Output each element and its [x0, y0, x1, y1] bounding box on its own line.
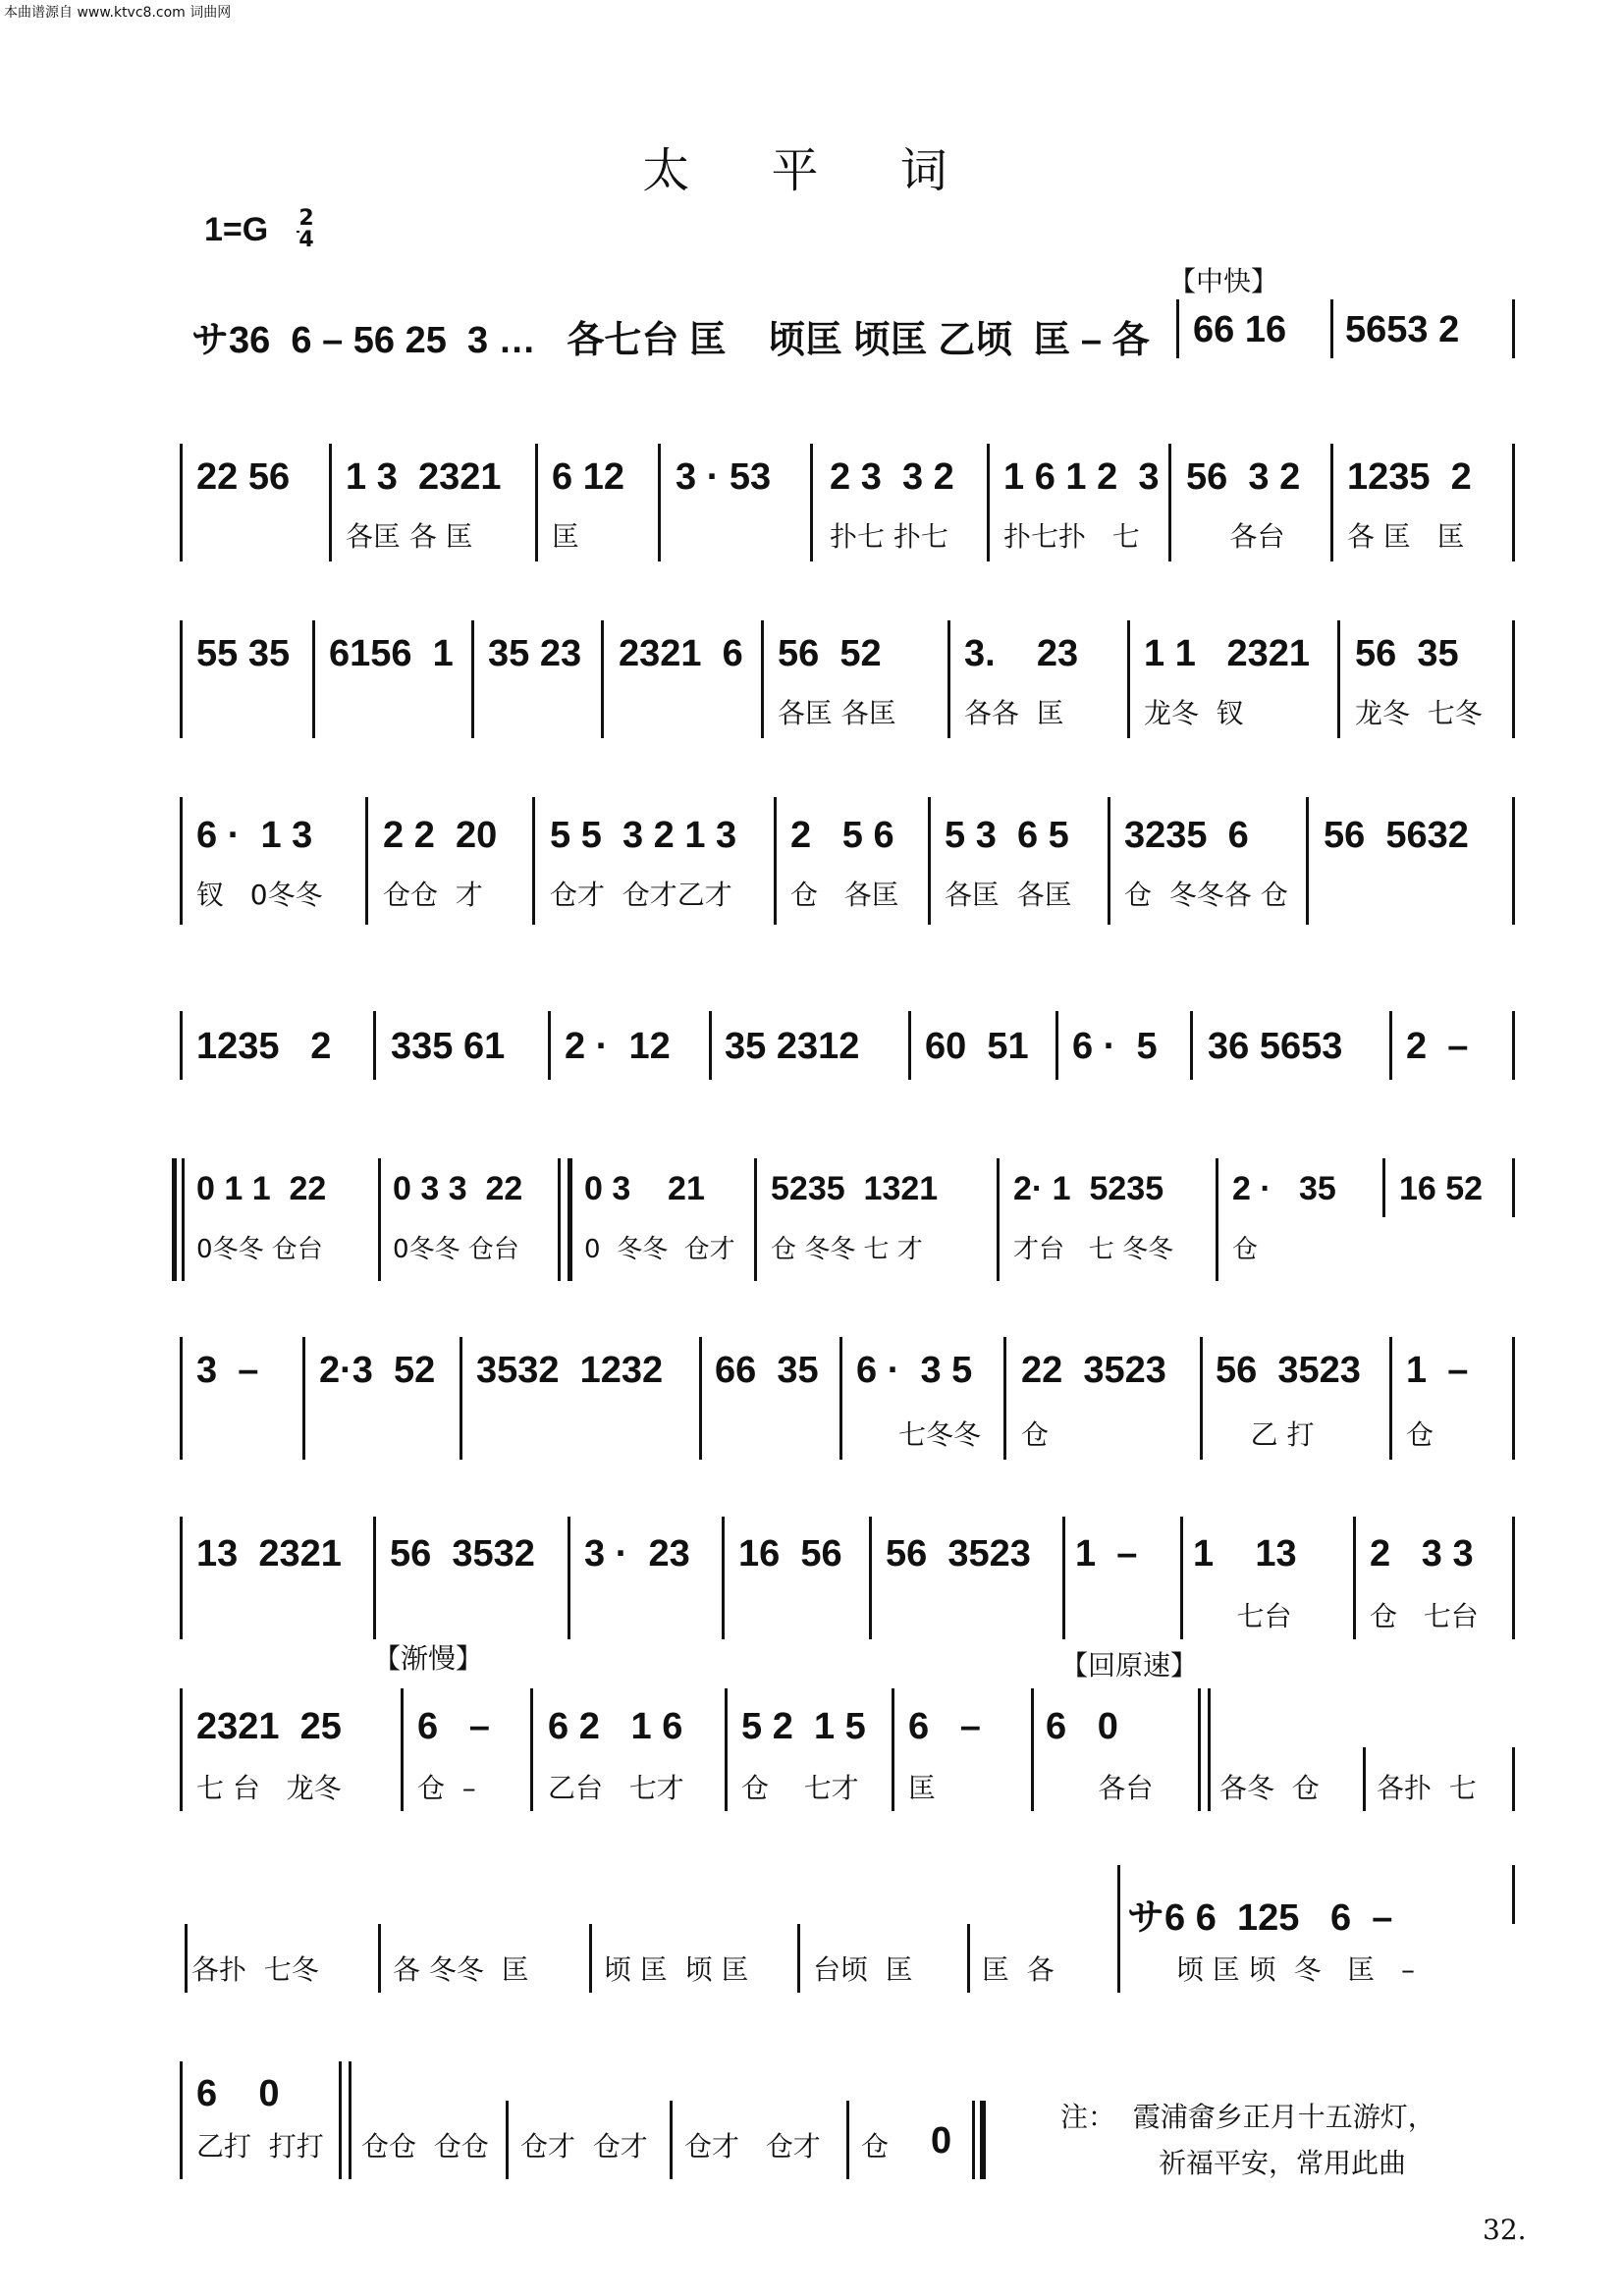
measure: 56 3 2	[1186, 456, 1301, 498]
percussion: 仓 七台	[1370, 1600, 1479, 1632]
percussion: 仓才 仓才乙才	[550, 879, 732, 911]
percussion: 仓 各匡	[790, 879, 899, 911]
measure: 0 1 1 22	[196, 1170, 327, 1207]
measure: 1 6 1 2 3	[1003, 456, 1160, 498]
measure: 66 16	[1193, 309, 1287, 350]
percussion: 扑七扑 七	[1003, 520, 1140, 553]
barline	[1512, 299, 1515, 358]
percussion: 仓 七才	[741, 1772, 859, 1804]
percussion: 才台 七 冬冬	[1013, 1235, 1174, 1264]
measure: 66 35	[715, 1350, 819, 1391]
measure: 6 · 5	[1072, 1026, 1158, 1067]
measure: 1 13	[1193, 1533, 1297, 1575]
percussion: 顷 匡 顷 冬 匡 –	[1176, 1953, 1416, 1986]
page-number: 32.	[1483, 2214, 1527, 2246]
percussion: 匡	[908, 1772, 937, 1804]
footnote-line-1: 注： 霞浦畲乡正月十五游灯，	[1060, 2101, 1435, 2133]
percussion: 各扑 七冬	[191, 1953, 319, 1986]
measure: 13 2321	[196, 1533, 342, 1575]
measure: 35 2312	[725, 1026, 860, 1067]
measure: 1235 2	[196, 1026, 332, 1067]
tempo-mark: 【渐慢】	[373, 1642, 484, 1675]
time-bottom: 4	[298, 228, 314, 252]
song-title: 太 平 词	[642, 143, 981, 198]
measure: 16 52	[1399, 1170, 1484, 1207]
measure: 16 56	[738, 1533, 842, 1575]
measure: 2321 6	[619, 633, 743, 674]
percussion: 仓才 仓才	[520, 2130, 648, 2163]
measure: 3 · 53	[676, 456, 772, 498]
measure: 3 –	[196, 1350, 259, 1391]
measure: 0 3 21	[584, 1170, 705, 1207]
percussion: 钗 0冬冬	[196, 879, 323, 911]
percussion: 仓仓 才	[383, 879, 483, 911]
measure: 5235 1321	[771, 1170, 939, 1207]
percussion: 各冬 仓	[1219, 1772, 1320, 1804]
measure: 0 3 3 22	[393, 1170, 523, 1207]
key-signature: 1=G	[204, 211, 269, 248]
barline	[1176, 299, 1179, 358]
percussion: 匡 各	[982, 1953, 1055, 1986]
measure: 2 3 3 2	[830, 456, 954, 498]
time-signature	[297, 208, 316, 251]
measure: 2· 1 5235	[1013, 1170, 1164, 1207]
measure: 1 1 2321	[1144, 633, 1311, 674]
measure: 6 · 3 5	[856, 1350, 973, 1391]
measure: 6 0	[1046, 1706, 1118, 1747]
percussion: 各扑 七	[1377, 1772, 1477, 1804]
source-header: 本曲谱源自 www.ktvc8.com 词曲网	[4, 5, 232, 21]
measure: 56 3532	[390, 1533, 535, 1575]
measure: 60 51	[925, 1026, 1029, 1067]
percussion: 乙台 七才	[548, 1772, 684, 1804]
measure: 56 3523	[886, 1533, 1031, 1575]
measure: 5 2 1 5	[741, 1706, 866, 1747]
percussion: 仓 –	[417, 1772, 476, 1804]
percussion: 各各 匡	[964, 697, 1064, 729]
footnote-line-2: 祈福平安，常用此曲	[1159, 2147, 1407, 2179]
percussion: 仓	[1232, 1235, 1259, 1264]
measure: 0	[931, 2120, 952, 2162]
measure: 2321 25	[196, 1706, 342, 1747]
measure: 56 5632	[1324, 815, 1469, 856]
percussion: 各台	[1186, 520, 1285, 553]
percussion: 龙冬 七冬	[1355, 697, 1483, 729]
percussion: 仓 冬冬 七 才	[771, 1235, 923, 1264]
measure: サ6 6 125 6 –	[1127, 1897, 1393, 1939]
percussion: 各 冬冬 匡	[393, 1953, 529, 1986]
score-line-1: サ36 6 – 56 25 3 … 各七台 匡 顷匡 顷匡 乙顷 匡 – 各	[191, 320, 1150, 361]
percussion: 乙打 打打	[196, 2130, 324, 2163]
percussion: 七台	[1193, 1600, 1292, 1632]
measure: 22 56	[196, 456, 291, 498]
percussion: 各匡 各 匡	[346, 520, 473, 553]
measure: 5 3 6 5	[945, 815, 1069, 856]
measure: 2 –	[1406, 1026, 1469, 1067]
measure: 56 52	[778, 633, 882, 674]
measure: 335 61	[391, 1026, 506, 1067]
percussion: 0 冬冬 仓才	[584, 1235, 735, 1264]
measure: 55 35	[196, 633, 291, 674]
percussion: 0冬冬 仓台	[196, 1235, 323, 1264]
measure: 3235 6	[1124, 815, 1249, 856]
measure: 2 · 12	[565, 1026, 671, 1067]
measure: 2 5 6	[790, 815, 894, 856]
percussion: 各 匡 匡	[1347, 520, 1465, 553]
tempo-mark: 【中快】	[1168, 265, 1279, 297]
measure: 1235 2	[1347, 456, 1472, 498]
measure: 6 0	[196, 2073, 280, 2114]
percussion: 仓仓 仓仓	[361, 2130, 489, 2163]
measure: 56 35	[1355, 633, 1459, 674]
percussion: 顷 匡 顷 匡	[604, 1953, 749, 1986]
measure: 36 5653	[1208, 1026, 1343, 1067]
percussion: 各台	[1046, 1772, 1154, 1804]
measure: 2 3 3	[1370, 1533, 1474, 1575]
measure: 6 · 1 3	[196, 815, 313, 856]
percussion: 0冬冬 仓台	[393, 1235, 519, 1264]
percussion: 仓 冬冬各 仓	[1124, 879, 1288, 911]
time-top: 2	[298, 206, 314, 231]
measure: 6 12	[552, 456, 624, 498]
measure: 2 · 35	[1232, 1170, 1336, 1207]
percussion: 乙 打	[1216, 1418, 1315, 1451]
measure: 2 2 20	[383, 815, 498, 856]
percussion: 匡	[552, 520, 580, 553]
percussion: 七冬冬	[898, 1418, 982, 1451]
measure: 5 5 3 2 1 3	[550, 815, 737, 856]
measure: 6 2 1 6	[548, 1706, 683, 1747]
measure: 5653 2	[1345, 309, 1460, 350]
measure: 3 · 23	[584, 1533, 690, 1575]
percussion: 台顷 匡	[813, 1953, 913, 1986]
measure: 1 3 2321	[346, 456, 502, 498]
measure: 3. 23	[964, 633, 1079, 674]
tempo-mark: 【回原速】	[1060, 1649, 1199, 1682]
measure: 22 3523	[1021, 1350, 1166, 1391]
measure: 56 3523	[1216, 1350, 1361, 1391]
percussion: 各匡 各匡	[945, 879, 1072, 911]
measure: 2·3 52	[319, 1350, 436, 1391]
percussion: 仓才 仓才	[684, 2130, 821, 2163]
percussion: 仓	[1406, 1418, 1434, 1451]
percussion: 扑七 扑七	[830, 520, 948, 553]
measure: 6156 1	[329, 633, 454, 674]
measure: 1 –	[1075, 1533, 1138, 1575]
measure: 1 –	[1406, 1350, 1469, 1391]
percussion: 仓	[861, 2130, 890, 2163]
measure: 6 –	[417, 1706, 490, 1747]
measure: 35 23	[488, 633, 582, 674]
percussion: 各匡 各匡	[778, 697, 896, 729]
percussion: 龙冬 钗	[1144, 697, 1244, 729]
percussion: 七 台 龙冬	[196, 1772, 342, 1804]
percussion: 仓	[1021, 1418, 1050, 1451]
barline	[1330, 299, 1333, 358]
measure: 6 –	[908, 1706, 981, 1747]
measure: 3532 1232	[476, 1350, 664, 1391]
